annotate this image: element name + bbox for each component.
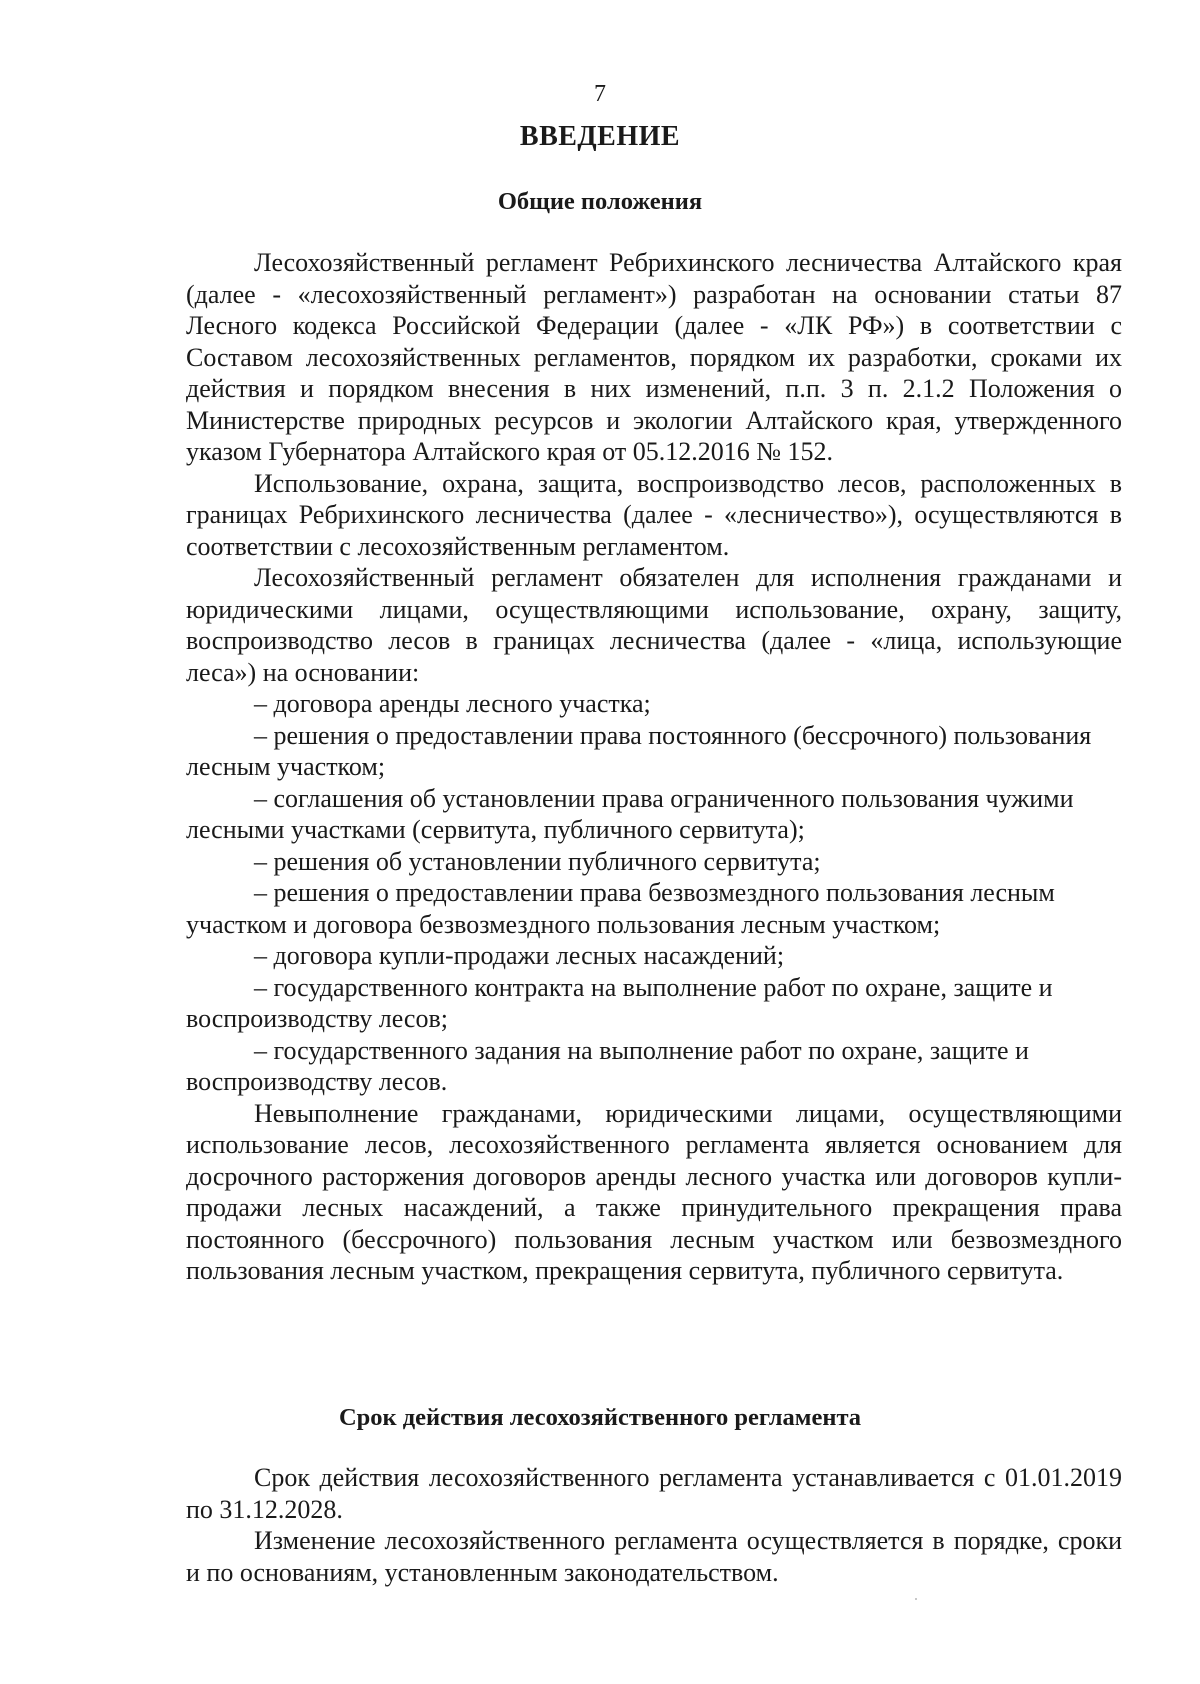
list-item: – решения о предоставлении права безвозмездного пользования лесным участком и договора безвозмездного пользования лесным участком;: [186, 878, 1055, 939]
document-title: ВВЕДЕНИЕ: [519, 121, 681, 152]
page-number: 7: [594, 81, 606, 107]
paragraph: Изменение лесохозяйственного регламента осуществляется в порядке, сроки и по основаниям, установленным законодательством.: [186, 1526, 1122, 1587]
paragraph: Невыполнение гражданами, юридическими лицами, осуществляющими использование лесов, лесохозяйственного регламента является основанием для досрочного расторжения договоров аренды лесного участка или договоров купли-продажи лесных насаждений, а также принудительного прекращения права постоянного (бессрочного) пользования лесным участком или безвозмездного пользования лесным участком, прекращения сервитута, публичного сервитута.: [186, 1098, 1122, 1285]
section-heading-term: Срок действия лесохозяйственного регламента: [338, 1404, 862, 1431]
section-body-general: [186, 247, 1122, 1287]
list-item: – договора купли-продажи лесных насаждений;: [254, 941, 785, 970]
list-item: – решения об установлении публичного сервитута;: [254, 846, 821, 876]
list-item: – государственного контракта на выполнение работ по охране, защите и воспроизводству лесов;: [186, 972, 1053, 1033]
list-item: – решения о предоставлении права постоянного (бессрочного) пользования лесным участком;: [186, 720, 1092, 781]
list-item: – соглашения об установлении права ограниченного пользования чужими лесными участками (сервитута, публичного сервитута);: [186, 783, 1074, 844]
paragraph: Лесохозяйственный регламент обязателен для исполнения гражданами и юридическими лицами, осуществляющими использование, охрану, защиту, воспроизводство лесов в границах лесничества (далее - «лица, использующие леса») на основании:: [186, 563, 1122, 687]
paragraph: Срок действия лесохозяйственного регламента устанавливается с 01.01.2019 по 31.12.2028.: [186, 1463, 1122, 1524]
paragraph: Использование, охрана, защита, воспроизводство лесов, расположенных в границах Ребрихинского лесничества (далее - «лесничество»), осуществляются в соответствии с лесохозяйственным регламентом.: [186, 468, 1122, 561]
scan-speck: [915, 1598, 917, 1600]
paragraph: Лесохозяйственный регламент Ребрихинского лесничества Алтайского края (далее - «лесохозяйственный регламент») разработан на основании статьи 87 Лесного кодекса Российской Федерации (далее - «ЛК РФ») в соответствии с Составом лесохозяйственных регламентов, порядком их разработки, сроками их действия и порядком внесения в них изменений, п.п. 3 п. 2.1.2 Положения о Министерстве природных ресурсов и экологии Алтайского края, утвержденного указом Губернатора Алтайского края от 05.12.2016 № 152.: [186, 248, 1122, 466]
section-heading-general: Общие положения: [497, 188, 703, 215]
section-body-term: [186, 1462, 1122, 1588]
list-item: – государственного задания на выполнение работ по охране, защите и воспроизводству лесов.: [186, 1035, 1029, 1096]
list-item: – договора аренды лесного участка;: [254, 689, 651, 718]
